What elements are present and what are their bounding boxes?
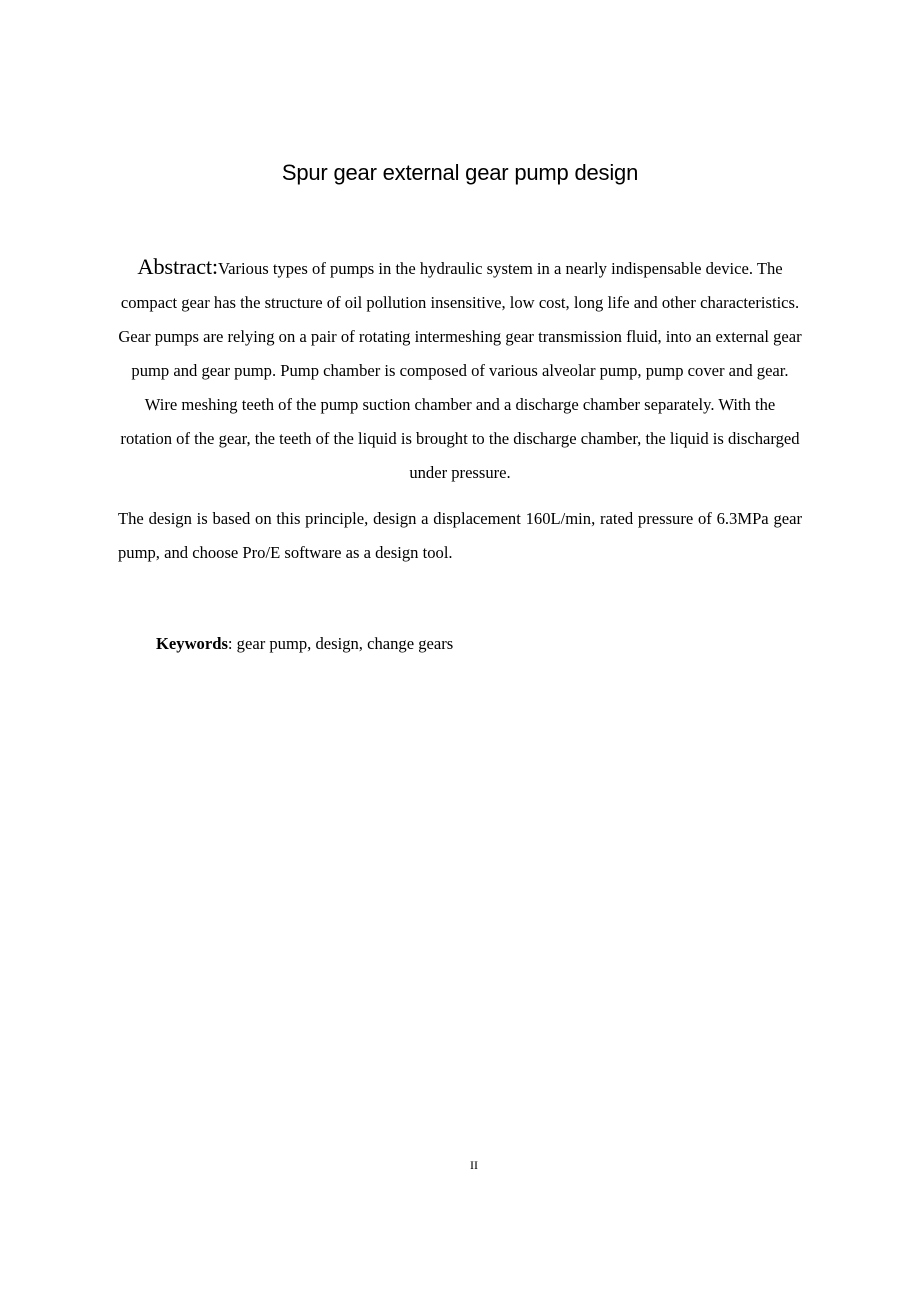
- keywords-text: : gear pump, design, change gears: [227, 634, 454, 653]
- page-title: Spur gear external gear pump design: [281, 160, 639, 185]
- keywords-line: [156, 629, 453, 659]
- design-paragraph: The design is based on this principle, design a displacement 160L/min, rated pressure of 6.3MPa gear pump, and choose Pro/E software as a design tool.: [118, 509, 802, 562]
- abstract-paragraph: [118, 250, 802, 490]
- keywords-label: Keywords: [156, 634, 228, 653]
- abstract-label: Abstract:: [137, 254, 218, 279]
- abstract-body: Various types of pumps in the hydraulic system in a nearly indispensable device. The compact gear has the structure of oil pollution insensitive, low cost, long life and other characteristics. Gear pumps are relying on a pair of rotating intermeshing gear transmission fluid, into an external gear pump and gear pump. Pump chamber is composed of various alveolar pump, pump cover and gear. Wire meshing teeth of the pump suction chamber and a discharge chamber separately. With the rotation of the gear, the teeth of the liquid is brought to the discharge chamber, the liquid is discharged under pressure.: [118, 259, 802, 482]
- page-number: II: [470, 1158, 478, 1172]
